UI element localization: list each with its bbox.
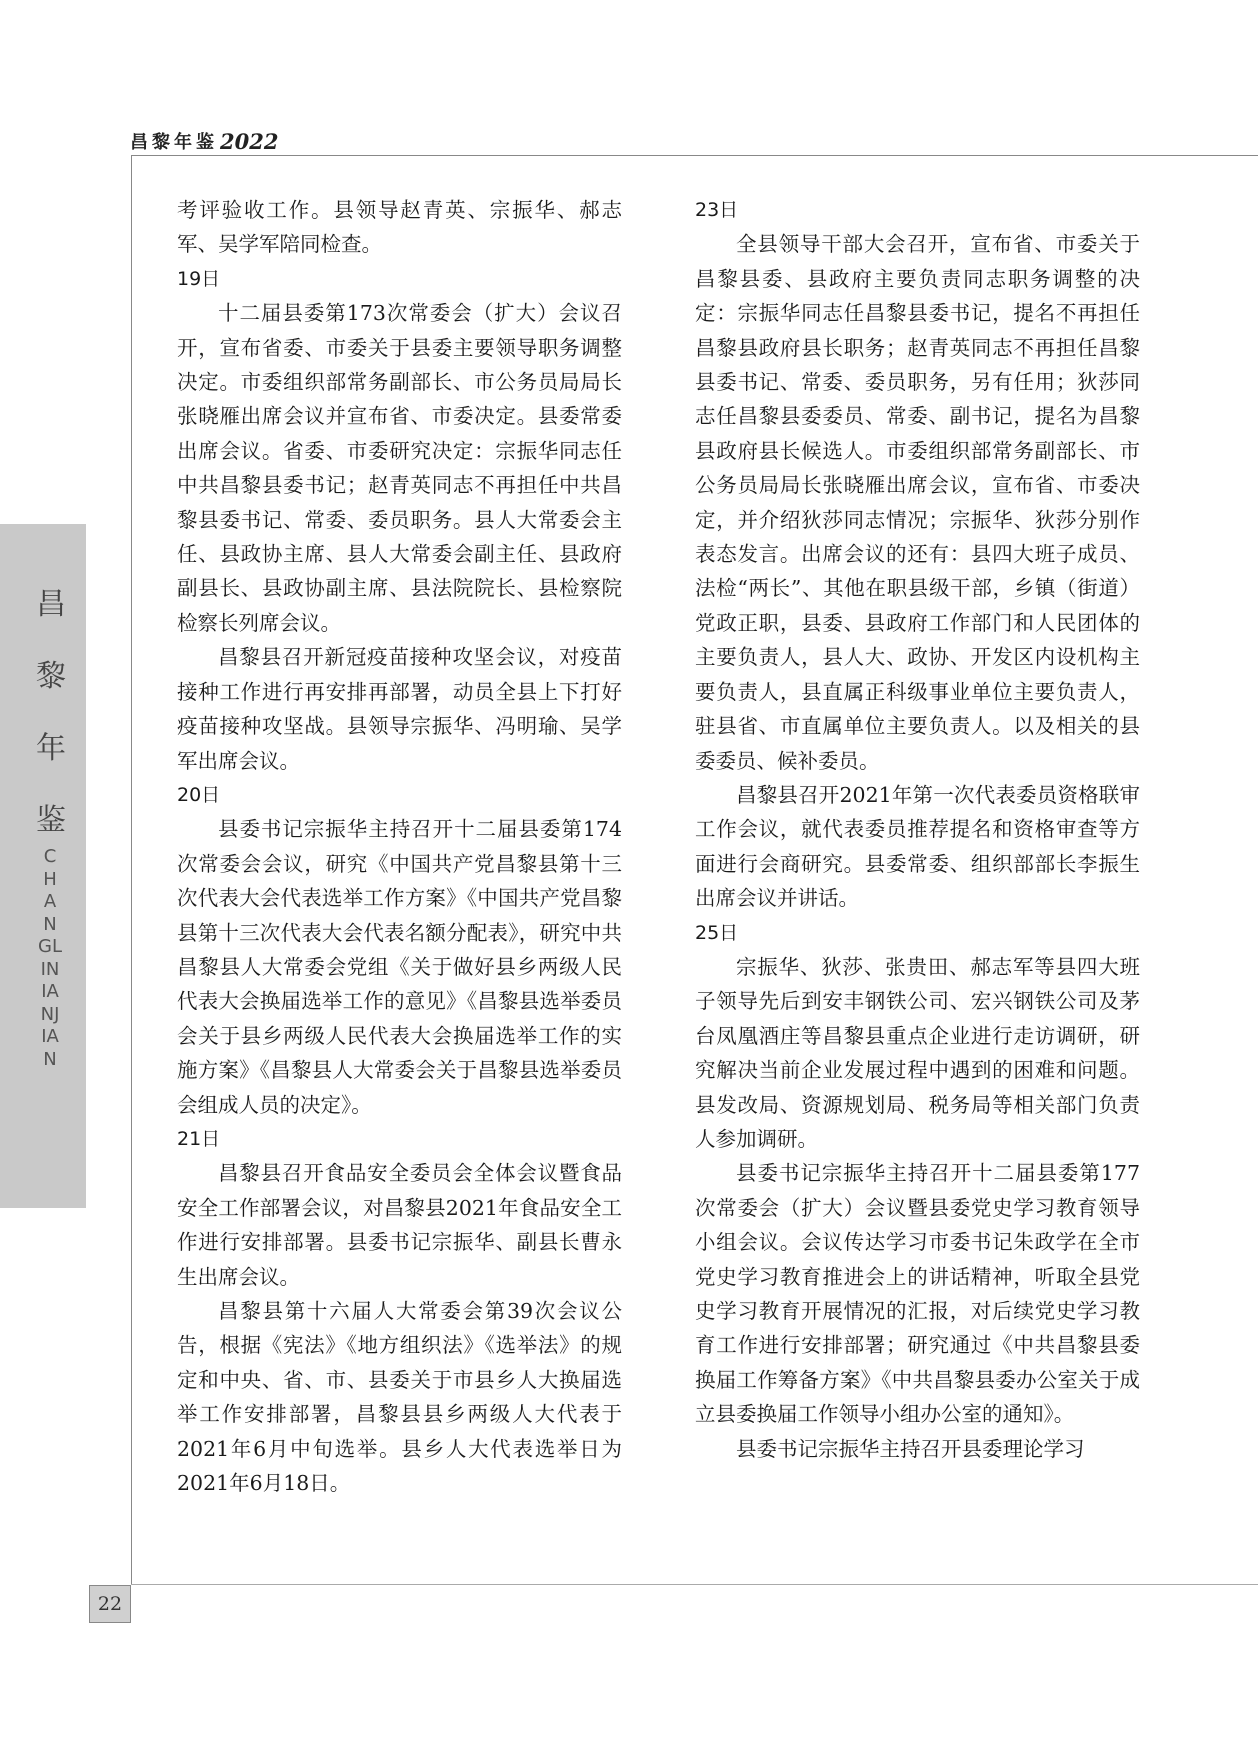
paragraph: 昌黎县召开食品安全委员会全体会议暨食品安全工作部署会议，对昌黎县2021年食品安全工作进行安排部署。县委书记宗振华、副县长曹永生出席会议。 — [177, 1161, 622, 1289]
paragraph: 县委书记宗振华主持召开十二届县委第177次常委会（扩大）会议暨县委党史学习教育领导小组会议。会议传达学习市委书记朱政学在全市党史学习教育推进会上的讲话精神，听取全县党史学习教育开展情况的汇报，对后续党史学习教育工作进行安排部署；研究通过《中共昌黎县委换届工作筹备方案》《中共昌黎县委办公室关于成立县委换届工作领导小组办公室的通知》。 — [695, 1161, 1140, 1427]
side-tab-english-title: CHANGLINIANJIAN — [38, 846, 62, 1070]
paragraph: 昌黎县召开2021年第一次代表委员资格联审工作会议，就代表委员推荐提名和资格审查等方面进行会商研究。县委常委、组织部部长李振生出席会议并讲话。 — [695, 782, 1140, 911]
date-heading: 21日 — [177, 1127, 221, 1150]
paragraph: 全县领导干部大会召开，宣布省、市委关于昌黎县委、县政府主要负责同志职务调整的决定：宗振华同志任昌黎县委书记，提名不再担任昌黎县政府县长职务；赵青英同志不再担任昌黎县委书记、常委、委员职务，另有任用；狄莎同志任昌黎县委委员、常委、副书记，提名为昌黎县政府县长候选人。市委组织部常务副部长、市公务员局局长张晓雁出席会议，宣布省、市委决定，并介绍狄莎同志情况；宗振华、狄莎分别作表态发言。出席会议的还有：县四大班子成员、法检“两长”、其他在职县级干部，乡镇（街道）党政正职，县委、县政府工作部门和人民团体的主要负责人，县人大、政协、开发区内设机构主要负责人，县直属正科级事业单位主要负责人，驻县省、市直属单位主要负责人。以及相关的县委委员、候补委员。 — [695, 232, 1140, 773]
frame-top-rule — [131, 155, 1258, 156]
right-column — [695, 193, 1140, 1466]
left-column — [177, 193, 622, 1500]
running-header — [130, 124, 278, 154]
paragraph: 县委书记宗振华主持召开县委理论学习 — [736, 1436, 1085, 1461]
paragraph: 昌黎县召开新冠疫苗接种攻坚会议，对疫苗接种工作进行再安排再部署，动员全县上下打好疫苗接种攻坚战。县领导宗振华、冯明瑜、吴学军出席会议。 — [177, 645, 622, 773]
paragraph: 十二届县委第173次常委会（扩大）会议召开，宣布省委、市委关于县委主要领导职务调整决定。市委组织部常务副部长、市公务员局局长张晓雁出席会议并宣布省、市委决定。县委常委出席会议。省委、市委研究决定：宗振华同志任中共昌黎县委书记；赵青英同志不再担任中共昌黎县委书记、常委、委员职务。县人大常委会主任、县政协主席、县人大常委会副主任、县政府副县长、县政协副主席、县法院院长、县检察院检察长列席会议。 — [177, 301, 622, 635]
paragraph: 考评验收工作。县领导赵青英、宗振华、郝志军、吴学军陪同检查。 — [177, 198, 622, 257]
side-char: 年 — [36, 731, 66, 766]
date-heading: 20日 — [177, 783, 221, 806]
date-heading: 25日 — [695, 921, 739, 944]
date-heading: 23日 — [695, 199, 739, 221]
side-tab-chinese-title — [36, 587, 66, 878]
paragraph: 县委书记宗振华主持召开十二届县委第174次常委会会议，研究《中国共产党昌黎县第十三次代表大会代表选举工作方案》《中国共产党昌黎县第十三次代表大会代表名额分配表》，研究中共昌黎县人大常委会党组《关于做好县乡两级人民代表大会换届选举工作的意见》《昌黎县选举委员会关于县乡两级人民代表大会换届选举工作的实施方案》《昌黎县人大常委会关于昌黎县选举委员会组成人员的决定》。 — [177, 817, 622, 1117]
paragraph: 昌黎县第十六届人大常委会第39次会议公告，根据《宪法》《地方组织法》《选举法》的规定和中央、省、市、县委关于市县乡人大换届选举工作安排部署，昌黎县县乡两级人大代表于2021年6月中旬选举。县乡人大代表选举日为2021年6月18日。 — [177, 1299, 622, 1496]
side-char: 黎 — [36, 659, 66, 694]
side-char: 鉴 — [36, 803, 66, 838]
paragraph: 宗振华、狄莎、张贵田、郝志军等县四大班子领导先后到安丰钢铁公司、宏兴钢铁公司及茅台凤凰酒庄等昌黎县重点企业进行走访调研，研究解决当前企业发展过程中遇到的困难和问题。县发改局、资源规划局、税务局等相关部门负责人参加调研。 — [695, 954, 1140, 1151]
page-number: 22 — [89, 1585, 131, 1623]
frame-bottom-rule — [131, 1584, 1258, 1585]
header-year: 2022 — [220, 129, 279, 154]
date-heading: 19日 — [177, 267, 221, 290]
frame-left-rule — [131, 155, 132, 1585]
header-title: 昌黎年鉴 — [130, 132, 218, 153]
side-char: 昌 — [36, 587, 66, 622]
